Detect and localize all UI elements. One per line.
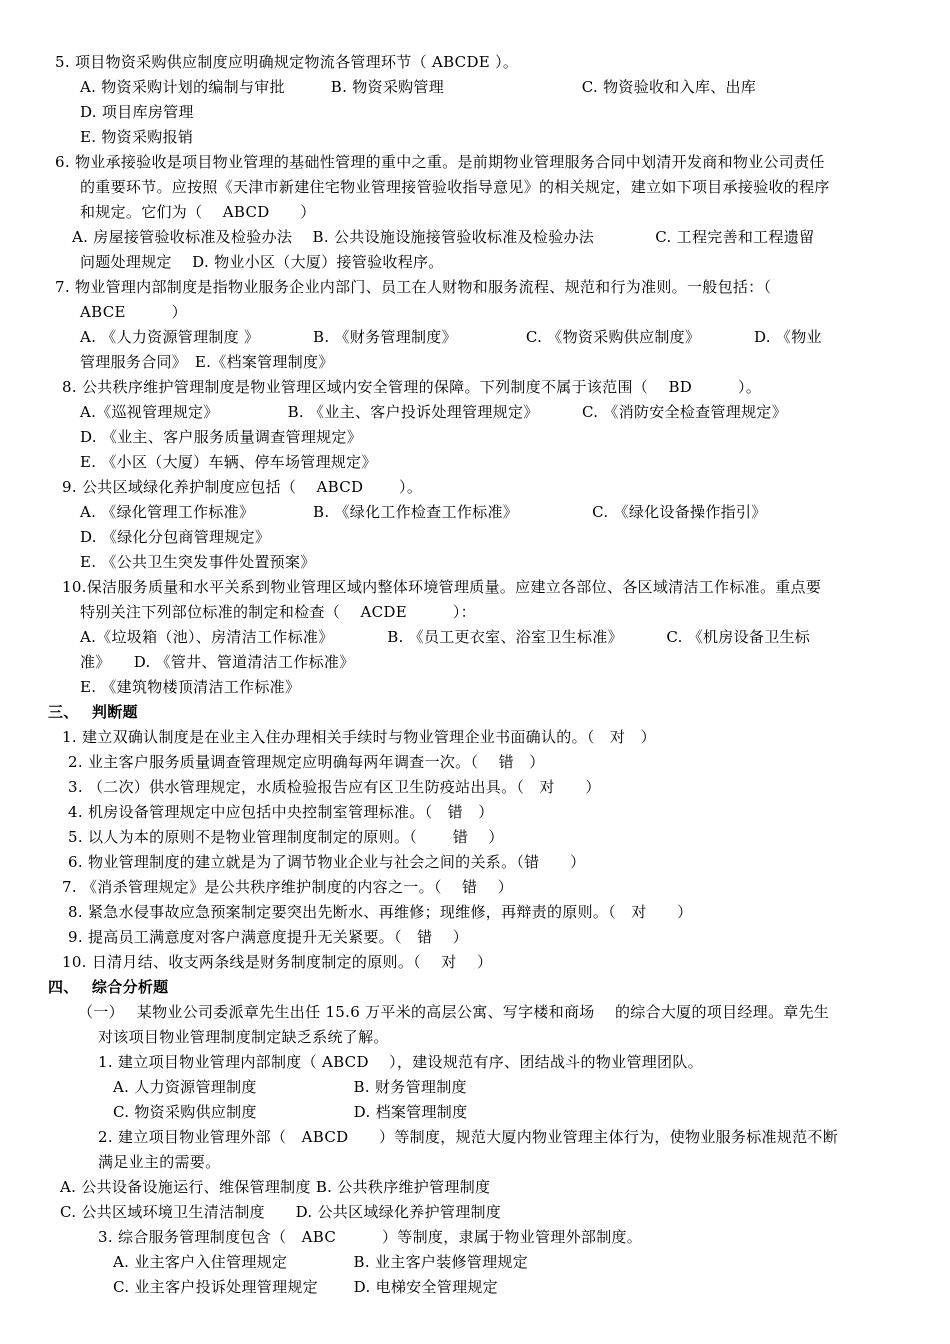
tf-item-2: 2. 业主客户服务质量调查管理规定应明确每两年调查一次。（ 错 ） <box>68 753 545 771</box>
tf-item-10: 10. 日清月结、收支两条线是财务制度制定的原则。（ 对 ） <box>62 953 493 971</box>
question-6-line-3: 和规定。它们为（ ABCD ） <box>80 203 316 221</box>
question-7: 7. 物业管理内部制度是指物业服务企业内部门、员工在人财物和服务流程、规范和行为准则。一般包括：（ <box>55 278 772 296</box>
question-7-answer: ABCE ） <box>80 303 187 321</box>
question-8-option-d: D. 《业主、客户服务质量调查管理规定》 <box>80 428 363 446</box>
question-10: 10.保洁服务质量和水平关系到物业管理区域内整体环境管理质量。应建立各部位、各区域清洁工作标准。重点要 <box>62 578 822 596</box>
question-5-option-e: E. 物资采购报销 <box>80 128 194 146</box>
question-7-options-e: 管理服务合同》 E.《档案管理制度》 <box>80 353 334 371</box>
question-10-option-e: E. 《建筑物楼顶清洁工作标准》 <box>80 678 301 696</box>
tf-item-7: 7. 《消杀管理规定》是公共秩序维护制度的内容之一。（ 错 ） <box>62 878 514 896</box>
question-10-line-2: 特别关注下列部位标准的制定和检查（ ACDE ）： <box>80 603 476 621</box>
question-9: 9. 公共区域绿化养护制度应包括（ ABCD ）。 <box>62 478 423 496</box>
case-question-1: 1. 建立项目物业管理内部制度（ ABCD ），建设规范有序、团结战斗的物业管理团队。 <box>98 1053 703 1071</box>
case-q2-options-cd: C. 公共区域环境卫生清洁制度 D. 公共区域绿化养护管理制度 <box>60 1203 502 1221</box>
tf-item-8: 8. 紧急水侵事故应急预案制定要突出先断水、再维修；现维修，再辩责的原则。（ 对 ） <box>68 903 693 921</box>
section-4-heading: 四、 综合分析题 <box>48 978 169 996</box>
question-6: 6. 物业承接验收是项目物业管理的基础性管理的重中之重。是前期物业管理服务合同中划清开发商和物业公司责任 <box>55 153 825 171</box>
question-10-options-abc: A.《垃圾箱（池）、房清洁工作标准》 B. 《员工更衣室、浴室卫生标准》 C. 《机房设备卫生标 <box>80 628 811 646</box>
question-6-options-d: 问题处理规定 D. 物业小区（大厦）接管验收程序。 <box>80 253 444 271</box>
question-9-option-e: E. 《公共卫生突发事件处置预案》 <box>80 553 316 571</box>
question-10-options-d: 准》 D. 《管井、管道清洁工作标准》 <box>80 653 355 671</box>
case-q3-options-ab: A. 业主客户入住管理规定 B. 业主客户装修管理规定 <box>113 1253 528 1271</box>
question-8-options-abc: A.《巡视管理规定》 B. 《业主、客户投诉处理管理规定》 C. 《消防安全检查管理规定》 <box>80 403 788 421</box>
question-8: 8. 公共秩序维护管理制度是物业管理区域内安全管理的保障。下列制度不属于该范围（ BD ）。 <box>62 378 762 396</box>
section-3-heading: 三、 判断题 <box>48 703 138 721</box>
tf-item-1: 1. 建立双确认制度是在业主入住办理相关手续时与物业管理企业书面确认的。（ 对 ） <box>62 728 656 746</box>
question-5-options-abc: A. 物资采购计划的编制与审批 B. 物资采购管理 C. 物资验收和入库、出库 <box>80 78 757 96</box>
tf-item-4: 4. 机房设备管理规定中应包括中央控制室管理标准。（ 错 ） <box>68 803 494 821</box>
question-9-options-abc: A. 《绿化管理工作标准》 B. 《绿化工作检查工作标准》 C. 《绿化设备操作指引》 <box>80 503 767 521</box>
case-q1-options-cd: C. 物资采购供应制度 D. 档案管理制度 <box>113 1103 468 1121</box>
question-6-options-abc: A. 房屋接管验收标准及检验办法 B. 公共设施设施接管验收标准及检验办法 C. 工程完善和工程遗留 <box>72 228 815 246</box>
case-q2-options-ab: A. 公共设备设施运行、维保管理制度 B. 公共秩序维护管理制度 <box>60 1178 491 1196</box>
case-intro: （一） 某物业公司委派章先生出任 15.6 万平米的高层公寓、写字楼和商场 的综合大厦的项目经理。章先生 <box>78 1003 830 1021</box>
tf-item-5: 5. 以人为本的原则不是物业管理制度制定的原则。（ 错 ） <box>68 828 504 846</box>
case-question-2-line-2: 满足业主的需要。 <box>98 1153 221 1171</box>
tf-item-6: 6. 物业管理制度的建立就是为了调节物业企业与社会之间的关系。（错 ） <box>68 853 586 871</box>
question-5-option-d: D. 项目库房管理 <box>80 103 194 121</box>
tf-item-3: 3. （二次）供水管理规定，水质检验报告应有区卫生防疫站出具。（ 对 ） <box>68 778 601 796</box>
case-question-3: 3. 综合服务管理制度包含（ ABC ）等制度，隶属于物业管理外部制度。 <box>98 1228 643 1246</box>
question-6-line-2: 的重要环节。应按照《天津市新建住宅物业管理接管验收指导意见》的相关规定，建立如下项目承接验收的程序 <box>80 178 830 196</box>
tf-item-9: 9. 提高员工满意度对客户满意度提升无关紧要。（ 错 ） <box>68 928 469 946</box>
question-9-option-d: D. 《绿化分包商管理规定》 <box>80 528 271 546</box>
case-q3-options-cd: C. 业主客户投诉处理管理规定 D. 电梯安全管理规定 <box>113 1278 498 1296</box>
case-q1-options-ab: A. 人力资源管理制度 B. 财务管理制度 <box>113 1078 467 1096</box>
question-7-options-abcd: A. 《人力资源管理制度 》 B. 《财务管理制度》 C. 《物资采购供应制度》 D. 《物业 <box>80 328 822 346</box>
case-intro-line-2: 对该项目物业管理制度制定缺乏系统了解。 <box>98 1028 389 1046</box>
question-5: 5. 项目物资采购供应制度应明确规定物流各管理环节（ ABCDE ）。 <box>55 53 519 71</box>
case-question-2: 2. 建立项目物业管理外部（ ABCD ）等制度，规范大厦内物业管理主体行为，使物业服务标准规范不断 <box>98 1128 839 1146</box>
question-8-option-e: E. 《小区（大厦）车辆、停车场管理规定》 <box>80 453 377 471</box>
